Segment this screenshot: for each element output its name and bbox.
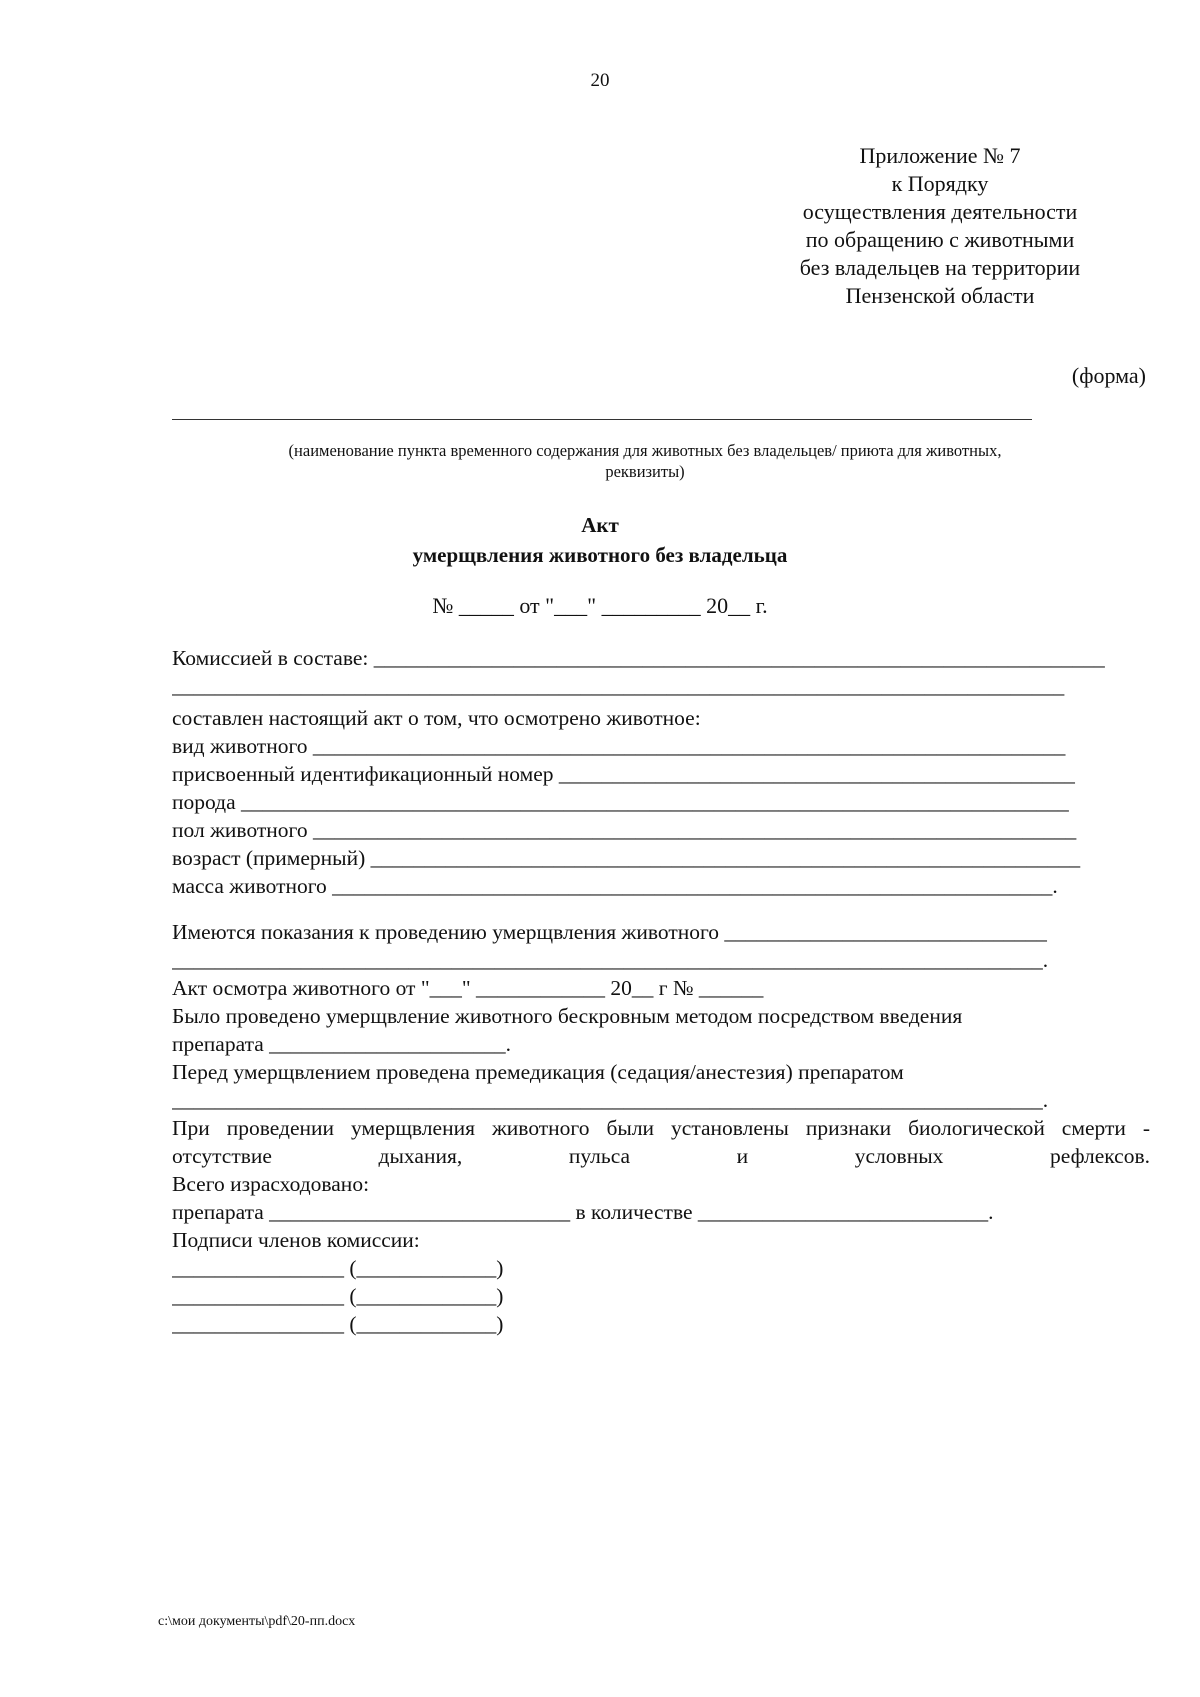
animal-species-field: вид животного ______________________________________________________________________ bbox=[172, 734, 1066, 758]
drug-line: препарата ______________________. bbox=[172, 1032, 512, 1056]
appendix-line: Пензенской области bbox=[845, 283, 1035, 308]
appendix-line: осуществления деятельности bbox=[802, 199, 1078, 224]
caption-line: реквизиты) bbox=[605, 462, 685, 481]
organization-caption bbox=[175, 440, 1115, 482]
indications-line: Имеются показания к проведению умерщвления животного ______________________________ bbox=[172, 920, 1047, 944]
signatures-label: Подписи членов комиссии: bbox=[172, 1228, 420, 1252]
appendix-line: к Порядку bbox=[891, 171, 989, 196]
procedure-section bbox=[172, 974, 1150, 1114]
caption-line: (наименование пункта временного содержания для животных без владельцев/ приюта для животных, bbox=[288, 441, 1002, 460]
total-used-label: Всего израсходовано: bbox=[172, 1172, 370, 1196]
form-label: (форма) bbox=[1071, 363, 1146, 388]
premedication-blank: _________________________________________________________________________________. bbox=[172, 1088, 1049, 1112]
footer-file-path: c:\мои документы\pdf\20-пп.docx bbox=[158, 1614, 356, 1629]
animal-mass-field: масса животного ___________________________________________________________________. bbox=[172, 874, 1058, 898]
title-line: Акт bbox=[581, 513, 619, 537]
animal-section bbox=[172, 704, 1150, 900]
signature-line: ________________ (_____________) bbox=[172, 1284, 504, 1308]
document-title bbox=[0, 510, 1200, 570]
appendix-line: Приложение № 7 bbox=[859, 143, 1021, 168]
indications-line: _________________________________________________________________________________. bbox=[172, 948, 1049, 972]
act-number-line: № _____ от "___" _________ 20__ г. bbox=[432, 593, 768, 618]
drug-quantity-line: препарата ____________________________ в количестве ___________________________. bbox=[172, 1200, 994, 1224]
commission-section bbox=[172, 644, 1150, 700]
appendix-line: без владельцев на территории bbox=[799, 255, 1081, 280]
commission-line: Комиссией в составе: ____________________________________________________________________ bbox=[172, 646, 1105, 670]
signature-line: ________________ (_____________) bbox=[172, 1256, 504, 1280]
animal-sex-field: пол животного _______________________________________________________________________ bbox=[172, 818, 1077, 842]
page-number: 20 bbox=[590, 70, 610, 91]
appendix-header bbox=[740, 142, 1140, 310]
commission-line: ___________________________________________________________________________________ bbox=[172, 674, 1065, 698]
method-line: Было проведено умерщвление животного бескровным методом посредством введения bbox=[172, 1004, 963, 1028]
organization-blank-line bbox=[172, 418, 1032, 420]
death-signs-paragraph: При проведении умерщвления животного были установлены признаки биологической смерти - отсутствие дыхания, пульса и условных рефлексов. bbox=[172, 1116, 1150, 1168]
inspection-act-line: Акт осмотра животного от "___" ____________ 20__ г № ______ bbox=[172, 976, 764, 1000]
animal-age-field: возраст (примерный) __________________________________________________________________ bbox=[172, 846, 1081, 870]
animal-breed-field: порода _____________________________________________________________________________ bbox=[172, 790, 1069, 814]
appendix-line: по обращению с животными bbox=[805, 227, 1075, 252]
indications-section bbox=[172, 918, 1150, 974]
animal-id-field: присвоенный идентификационный номер ________________________________________________ bbox=[172, 762, 1075, 786]
animal-intro: составлен настоящий акт о том, что осмотрено животное: bbox=[172, 706, 701, 730]
premedication-line: Перед умерщвлением проведена премедикация (седация/анестезия) препаратом bbox=[172, 1060, 904, 1084]
signature-line: ________________ (_____________) bbox=[172, 1312, 504, 1336]
title-line: умерщвления животного без владельца bbox=[412, 543, 788, 567]
result-section bbox=[172, 1114, 1150, 1338]
